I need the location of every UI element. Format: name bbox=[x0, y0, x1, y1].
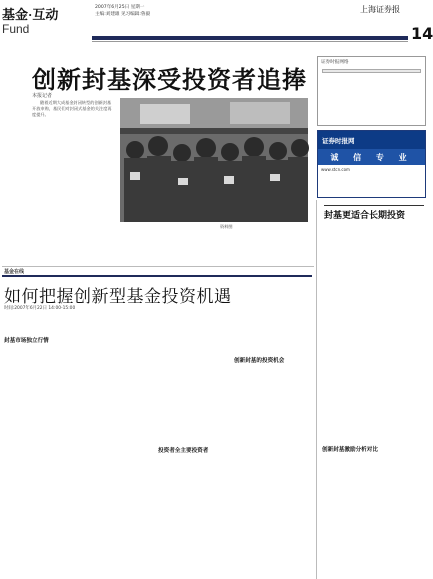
lead-paragraph: 随着近期大成基金封闭转型的创新封基开放申购，基民们对封闭式基金的关注度再度提升。 bbox=[32, 100, 112, 118]
ad2-url: www.stcn.com bbox=[321, 167, 350, 172]
lower-meta: 时间:2007年6月22日 14:00-15:00 bbox=[4, 306, 76, 311]
lower-section-label: 基金在线 bbox=[4, 269, 25, 275]
page-header bbox=[0, 0, 433, 56]
section-title: 基金·互动 bbox=[2, 7, 59, 22]
header-rule-thin bbox=[92, 41, 408, 42]
row-separator bbox=[2, 266, 314, 267]
lead-byline: 本报记者 bbox=[32, 93, 53, 99]
page-number: 14 bbox=[411, 24, 433, 43]
lead-headline: 创新封基深受投资者追捧 bbox=[32, 66, 307, 94]
lower-subhead-2: 投资者全主要投资者 bbox=[158, 448, 209, 454]
column-separator bbox=[316, 200, 317, 579]
lower-subhead-3: 创新封基的投资机会 bbox=[234, 358, 285, 364]
ad1-search-bar bbox=[322, 69, 421, 73]
lower-rule bbox=[2, 275, 312, 277]
ad-box-search bbox=[317, 56, 426, 126]
right-section-title: 封基更适合长期投资 bbox=[324, 211, 406, 221]
masthead: 上海证券报 bbox=[360, 5, 400, 14]
ad2-brand: 证券时报网 bbox=[318, 131, 425, 149]
crowd-photo-illustration bbox=[120, 98, 308, 222]
lead-photo bbox=[120, 98, 308, 222]
ad1-title: 证券时报网络 bbox=[321, 60, 349, 65]
header-meta-2: 主编:刘建雄 见习编辑:鲁毅 bbox=[95, 12, 151, 17]
ad2-slogan: 诚 信 专 业 bbox=[318, 149, 425, 165]
ad-box-brand bbox=[317, 130, 426, 198]
lower-subhead-4: 创新封基激励分析对比 bbox=[322, 447, 378, 453]
lower-headline: 如何把握创新型基金投资机遇 bbox=[4, 287, 232, 307]
photo-caption: 资料图 bbox=[220, 224, 233, 229]
right-section-rule bbox=[324, 205, 424, 206]
lower-subhead-1: 封基市场独立行情 bbox=[4, 338, 49, 344]
section-subtitle: Fund bbox=[2, 22, 30, 36]
header-rule bbox=[92, 36, 408, 40]
lead-column-1 bbox=[32, 100, 114, 262]
header-meta-1: 2007年6月25日 星期一 bbox=[95, 5, 145, 10]
